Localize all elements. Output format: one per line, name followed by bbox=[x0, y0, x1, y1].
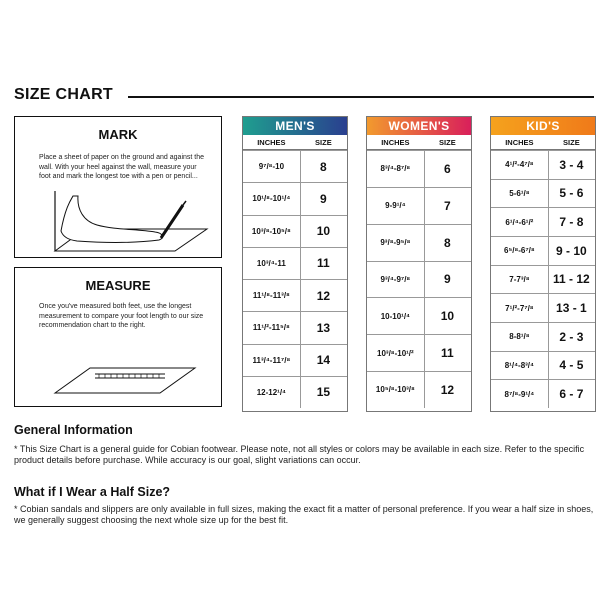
kids-header: KID'S bbox=[491, 117, 595, 135]
table-row bbox=[491, 236, 595, 265]
kids-size-cell: 4 - 5 bbox=[559, 358, 584, 373]
table-row bbox=[367, 334, 471, 371]
kids-inches-cell: 6⁵/⁸-6⁷/⁸ bbox=[504, 246, 535, 256]
mens-header: MEN'S bbox=[243, 117, 347, 135]
table-row bbox=[491, 179, 595, 208]
mens-rows bbox=[243, 150, 347, 408]
kids-size-cell: 9 - 10 bbox=[556, 243, 587, 258]
table-row bbox=[367, 224, 471, 261]
womens-inches-cell: 10⁵/⁸-10³/⁸ bbox=[375, 385, 415, 395]
womens-inches-cell: 8³/⁴-8⁷/⁸ bbox=[380, 164, 411, 174]
mens-size-cell: 9 bbox=[320, 191, 327, 206]
womens-column-headers bbox=[367, 135, 471, 150]
table-row bbox=[491, 379, 595, 408]
table-row bbox=[243, 279, 347, 311]
kids-inches-cell: 5-6¹/⁸ bbox=[509, 188, 530, 198]
kids-inches-cell: 8⁷/⁸-9¹/⁴ bbox=[504, 389, 535, 399]
womens-column-divider bbox=[424, 150, 425, 408]
womens-inches-cell: 10-10¹/⁴ bbox=[380, 311, 411, 321]
womens-size-cell: 12 bbox=[440, 382, 455, 397]
kids-size-cell: 2 - 3 bbox=[559, 329, 584, 344]
mens-inches-cell: 10³/⁴-11 bbox=[256, 258, 286, 268]
foot-marking-illustration bbox=[15, 191, 220, 257]
womens-size-cell: 11 bbox=[441, 346, 454, 361]
table-row bbox=[491, 351, 595, 380]
mens-size-table bbox=[242, 116, 348, 412]
kids-size-header: SIZE bbox=[563, 137, 580, 147]
measure-title: MEASURE bbox=[85, 278, 151, 293]
mark-title: MARK bbox=[98, 127, 138, 142]
kids-column-headers bbox=[491, 135, 595, 150]
general-info-text: * This Size Chart is a general guide for Cobian footwear. Please note, not all styles or colors may be available in each size. Refer to the specific product details before purchase. While accuracy is our goal, slight variations can occur. bbox=[14, 444, 585, 465]
page-title: SIZE CHART bbox=[14, 86, 113, 103]
kids-size-cell: 13 - 1 bbox=[556, 301, 587, 316]
mark-text: Place a sheet of paper on the ground and against the wall. With your heel against the wall, measure your foot and mark the longest toe with a pen or pencil... bbox=[39, 154, 205, 180]
mens-inches-cell: 11¹/⁸-11³/⁸ bbox=[252, 291, 290, 301]
mens-inches-cell: 10¹/⁸-10¹/⁴ bbox=[252, 194, 291, 204]
mens-size-cell: 8 bbox=[320, 159, 327, 174]
womens-inches-cell: 9³/⁸-9⁵/⁸ bbox=[380, 238, 411, 248]
mens-size-cell: 10 bbox=[316, 224, 331, 239]
mens-size-cell: 12 bbox=[316, 288, 331, 303]
kids-inches-cell: 4¹/²-4⁷/⁸ bbox=[505, 160, 534, 170]
table-row bbox=[243, 344, 347, 376]
mens-size-cell: 13 bbox=[316, 320, 331, 335]
womens-size-cell: 7 bbox=[444, 198, 451, 213]
mens-size-cell: 14 bbox=[316, 353, 331, 368]
mens-inches-header: INCHES bbox=[257, 137, 286, 147]
womens-header: WOMEN'S bbox=[367, 117, 471, 135]
table-row bbox=[491, 265, 595, 294]
mens-size-cell: 15 bbox=[316, 385, 331, 400]
womens-rows bbox=[367, 150, 471, 408]
table-row bbox=[491, 293, 595, 322]
table-row bbox=[491, 322, 595, 351]
measuring-paper-illustration bbox=[15, 348, 220, 404]
kids-size-table bbox=[490, 116, 596, 412]
general-info-title: General Information bbox=[14, 423, 133, 437]
mens-inches-cell: 10³/⁸-10⁵/⁸ bbox=[251, 226, 291, 236]
table-row bbox=[491, 150, 595, 179]
womens-size-cell: 9 bbox=[444, 272, 451, 287]
table-row bbox=[243, 150, 347, 182]
table-row bbox=[243, 311, 347, 343]
table-row bbox=[243, 376, 347, 408]
kids-rows bbox=[491, 150, 595, 408]
mens-inches-cell: 11¹/²-11⁵/⁸ bbox=[252, 323, 290, 333]
measure-text: Once you've measured both feet, use the longest measurement to compare your foot length to our size recommendation chart to the right. bbox=[39, 303, 204, 329]
table-row bbox=[243, 215, 347, 247]
kids-size-cell: 7 - 8 bbox=[559, 215, 584, 230]
womens-size-cell: 6 bbox=[444, 161, 451, 176]
table-row bbox=[491, 207, 595, 236]
measure-panel bbox=[14, 267, 222, 407]
table-row bbox=[367, 297, 471, 334]
kids-inches-cell: 7¹/²-7⁷/⁸ bbox=[505, 303, 534, 313]
womens-size-cell: 8 bbox=[444, 235, 451, 250]
kids-size-cell: 6 - 7 bbox=[559, 387, 584, 402]
womens-size-table bbox=[366, 116, 472, 412]
mens-column-divider bbox=[300, 150, 301, 408]
table-row bbox=[367, 187, 471, 224]
womens-size-cell: 10 bbox=[440, 309, 455, 324]
womens-size-header: SIZE bbox=[439, 137, 456, 147]
womens-inches-cell: 9³/⁴-9⁷/⁸ bbox=[380, 274, 411, 284]
kids-size-cell: 3 - 4 bbox=[559, 157, 584, 172]
kids-size-cell: 5 - 6 bbox=[559, 186, 584, 201]
title-rule bbox=[128, 96, 594, 98]
table-row bbox=[367, 371, 471, 408]
kids-column-divider bbox=[548, 150, 549, 408]
kids-inches-header: INCHES bbox=[505, 137, 534, 147]
kids-inches-cell: 8¹/⁴-8³/⁴ bbox=[504, 360, 534, 370]
table-row bbox=[367, 150, 471, 187]
mens-size-header: SIZE bbox=[315, 137, 332, 147]
kids-inches-cell: 6¹/⁴-6¹/² bbox=[505, 217, 534, 227]
kids-size-cell: 11 - 12 bbox=[553, 272, 590, 287]
womens-inches-cell: 10³/⁸-10¹/² bbox=[377, 348, 414, 358]
mens-size-cell: 11 bbox=[317, 256, 330, 271]
mens-column-headers bbox=[243, 135, 347, 150]
mens-inches-cell: 9⁷/⁸-10 bbox=[258, 162, 285, 172]
half-size-text: * Cobian sandals and slippers are only available in full sizes, making the exact fit a matter of personal preference. If you wear a half size in shoes, we generally suggest choosing the next whole size up for the best fit. bbox=[14, 504, 594, 525]
table-row bbox=[243, 247, 347, 279]
mens-inches-cell: 11³/⁴-11⁷/⁸ bbox=[252, 355, 291, 365]
kids-inches-cell: 8-8¹/⁸ bbox=[509, 332, 530, 342]
kids-inches-cell: 7-7³/⁸ bbox=[509, 274, 530, 284]
table-row bbox=[243, 182, 347, 214]
mark-panel bbox=[14, 116, 222, 258]
womens-inches-header: INCHES bbox=[381, 137, 410, 147]
mens-inches-cell: 12-12¹/⁴ bbox=[256, 387, 287, 397]
half-size-title: What if I Wear a Half Size? bbox=[14, 485, 171, 499]
table-row bbox=[367, 261, 471, 298]
womens-inches-cell: 9-9¹/⁴ bbox=[385, 201, 406, 211]
